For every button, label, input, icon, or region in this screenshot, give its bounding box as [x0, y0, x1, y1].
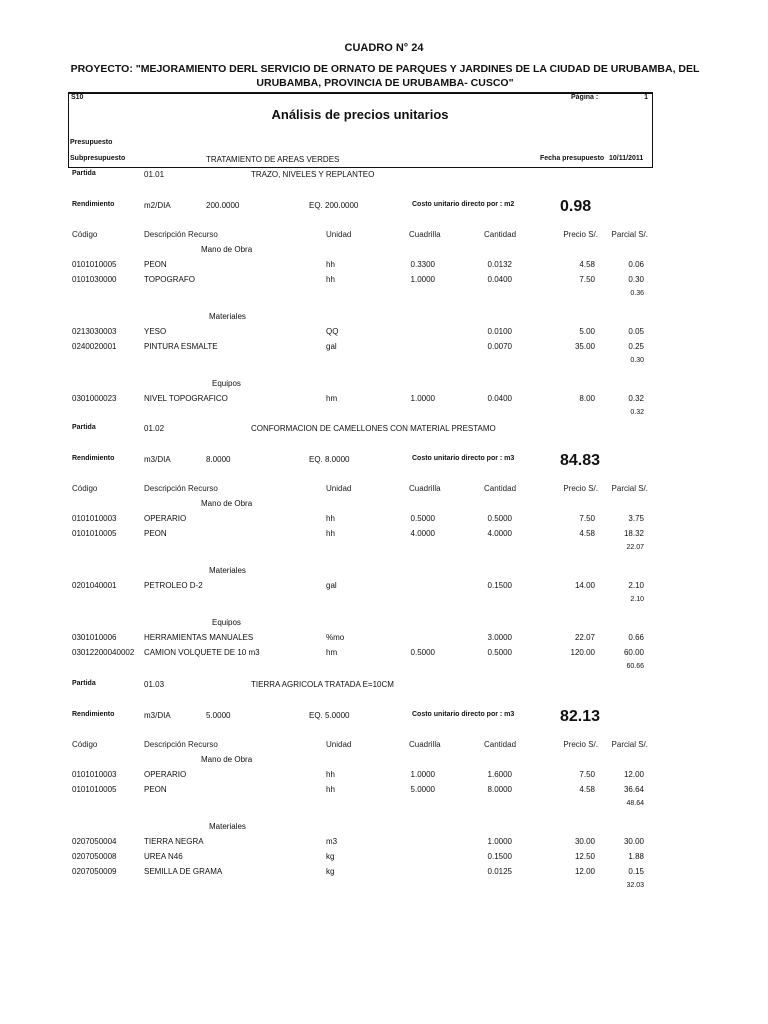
resource-description: HERRAMIENTAS MANUALES — [144, 633, 254, 642]
resource-precio: 7.50 — [579, 514, 595, 523]
partida-name: TIERRA AGRICOLA TRATADA E=10CM — [251, 680, 394, 689]
col-unidad: Unidad — [326, 484, 352, 493]
col-descripcion: Descripción Recurso — [144, 230, 218, 239]
resource-precio: 14.00 — [574, 581, 595, 590]
col-precio: Precio S/. — [563, 230, 598, 239]
resource-cantidad: 0.0132 — [487, 260, 512, 269]
resource-unit: QQ — [326, 327, 339, 336]
resource-parcial: 36.64 — [623, 785, 644, 794]
partida-label: Partida — [72, 170, 96, 177]
resource-precio: 8.00 — [579, 394, 595, 403]
group-title: Materiales — [209, 822, 246, 831]
subpresupuesto-label: Subpresupuesto — [70, 155, 126, 162]
partida-code: 01.03 — [144, 680, 165, 689]
resource-parcial: 0.05 — [628, 327, 644, 336]
s10-label: S10 — [71, 94, 84, 101]
resource-parcial: 60.00 — [623, 648, 644, 657]
resource-description: PINTURA ESMALTE — [144, 342, 218, 351]
col-cantidad: Cantidad — [484, 740, 517, 749]
partida-code: 01.01 — [144, 170, 165, 179]
resource-precio: 30.00 — [574, 837, 595, 846]
resource-unit: hm — [326, 648, 338, 657]
resource-parcial: 18.32 — [623, 529, 644, 538]
resource-description: OPERARIO — [144, 514, 187, 523]
col-parcial: Parcial S/. — [611, 230, 648, 239]
resource-unit: kg — [326, 867, 335, 876]
partida-label: Partida — [72, 424, 96, 431]
group-title: Mano de Obra — [201, 755, 253, 764]
resource-precio: 4.58 — [579, 785, 595, 794]
rendimiento-label: Rendimiento — [72, 455, 115, 462]
resource-parcial: 0.32 — [628, 394, 644, 403]
col-codigo: Código — [72, 230, 98, 239]
resource-code: 0101010003 — [72, 514, 117, 523]
resource-parcial: 0.30 — [628, 275, 644, 284]
resource-cantidad: 3.0000 — [487, 633, 512, 642]
resource-parcial: 0.15 — [628, 867, 644, 876]
col-descripcion: Descripción Recurso — [144, 740, 218, 749]
eq-value: EQ. 200.0000 — [309, 201, 359, 210]
fecha-value: 10/11/2011 — [609, 155, 644, 162]
col-unidad: Unidad — [326, 230, 352, 239]
resource-description: PEON — [144, 785, 167, 794]
resource-parcial: 0.06 — [628, 260, 644, 269]
col-cuadrilla: Cuadrilla — [409, 230, 441, 239]
resource-cuadrilla: 1.0000 — [410, 275, 435, 284]
group-title: Equipos — [212, 618, 241, 627]
resource-cuadrilla: 0.5000 — [410, 514, 435, 523]
costo-unitario-value: 84.83 — [560, 452, 601, 469]
rendimiento-value: 200.0000 — [206, 201, 240, 210]
resource-unit: gal — [326, 581, 337, 590]
eq-value: EQ. 8.0000 — [309, 455, 350, 464]
partida-name: TRAZO, NIVELES Y REPLANTEO — [251, 170, 375, 179]
resource-code: 0101030000 — [72, 275, 117, 284]
resource-parcial: 0.25 — [628, 342, 644, 351]
partida-label: Partida — [72, 680, 96, 687]
resource-unit: m3 — [326, 837, 338, 846]
resource-unit: gal — [326, 342, 337, 351]
resource-description: CAMION VOLQUETE DE 10 m3 — [144, 648, 260, 657]
resource-description: NIVEL TOPOGRAFICO — [144, 394, 228, 403]
resource-unit: hm — [326, 394, 338, 403]
resource-cantidad: 0.0125 — [487, 867, 512, 876]
resource-precio: 4.58 — [579, 529, 595, 538]
resource-precio: 22.07 — [574, 633, 595, 642]
page-number: 1 — [644, 94, 648, 101]
project-title: PROYECTO: "MEJORAMIENTO DERL SERVICIO DE ORNATO DE PARQUES Y JARDINES DE LA CIUDAD DE URUBAMBA, DEL URUBAMBA, PROVINCIA DE URUBAMBA- CUSCO" — [70, 63, 700, 89]
group-title: Materiales — [209, 566, 246, 575]
resource-precio: 12.50 — [574, 852, 595, 861]
report-title: Análisis de precios unitarios — [271, 107, 449, 122]
group-subtotal: 22.07 — [626, 544, 644, 551]
costo-unitario-value: 0.98 — [560, 198, 592, 215]
resource-code: 0101010005 — [72, 529, 117, 538]
resource-code: 0207050004 — [72, 837, 117, 846]
resource-description: PEON — [144, 529, 167, 538]
resource-cantidad: 0.0400 — [487, 394, 512, 403]
resource-cuadrilla: 0.3300 — [410, 260, 435, 269]
costo-unitario-value: 82.13 — [560, 708, 601, 725]
resource-precio: 35.00 — [574, 342, 595, 351]
resource-description: OPERARIO — [144, 770, 187, 779]
resource-code: 0301010006 — [72, 633, 117, 642]
resource-cantidad: 0.0100 — [487, 327, 512, 336]
resource-description: TIERRA NEGRA — [144, 837, 204, 846]
rendimiento-unit: m2/DIA — [144, 201, 171, 210]
col-precio: Precio S/. — [563, 484, 598, 493]
resource-unit: %mo — [326, 633, 345, 642]
group-subtotal: 0.36 — [630, 290, 644, 297]
resource-cuadrilla: 1.0000 — [410, 394, 435, 403]
resource-precio: 5.00 — [579, 327, 595, 336]
rendimiento-unit: m3/DIA — [144, 711, 171, 720]
resource-cuadrilla: 0.5000 — [410, 648, 435, 657]
presupuesto-label: Presupuesto — [70, 139, 113, 146]
col-parcial: Parcial S/. — [611, 484, 648, 493]
resource-cantidad: 0.0400 — [487, 275, 512, 284]
resource-description: UREA N46 — [144, 852, 183, 861]
cuadro-title: CUADRO N° 24 — [344, 42, 424, 54]
resource-precio: 12.00 — [574, 867, 595, 876]
resource-cantidad: 4.0000 — [487, 529, 512, 538]
rendimiento-label: Rendimiento — [72, 711, 115, 718]
col-cuadrilla: Cuadrilla — [409, 484, 441, 493]
resource-precio: 7.50 — [579, 770, 595, 779]
resource-precio: 4.58 — [579, 260, 595, 269]
subpresupuesto-value: TRATAMIENTO DE AREAS VERDES — [206, 155, 340, 164]
resource-parcial: 30.00 — [623, 837, 644, 846]
resource-precio: 120.00 — [570, 648, 595, 657]
resource-cantidad: 1.6000 — [487, 770, 512, 779]
resource-unit: hh — [326, 529, 335, 538]
resource-cantidad: 0.0070 — [487, 342, 512, 351]
costo-unitario-label: Costo unitario directo por : m2 — [412, 201, 515, 208]
resource-unit: hh — [326, 770, 335, 779]
resource-description: PETROLEO D-2 — [144, 581, 203, 590]
resource-precio: 7.50 — [579, 275, 595, 284]
resource-cantidad: 0.1500 — [487, 581, 512, 590]
resource-unit: hh — [326, 275, 335, 284]
resource-description: SEMILLA DE GRAMA — [144, 867, 223, 876]
resource-cantidad: 1.0000 — [487, 837, 512, 846]
costo-unitario-label: Costo unitario directo por : m3 — [412, 455, 515, 462]
group-subtotal: 60.66 — [626, 663, 644, 670]
costo-unitario-label: Costo unitario directo por : m3 — [412, 711, 515, 718]
col-cuadrilla: Cuadrilla — [409, 740, 441, 749]
resource-parcial: 2.10 — [628, 581, 644, 590]
resource-code: 0240020001 — [72, 342, 117, 351]
resource-description: YESO — [144, 327, 167, 336]
page-label: Página : — [571, 94, 599, 101]
resource-code: 0201040001 — [72, 581, 117, 590]
resource-unit: kg — [326, 852, 335, 861]
rendimiento-value: 8.0000 — [206, 455, 231, 464]
resource-parcial: 0.66 — [628, 633, 644, 642]
resource-unit: hh — [326, 514, 335, 523]
partida-name: CONFORMACION DE CAMELLONES CON MATERIAL PRESTAMO — [251, 424, 496, 433]
group-title: Materiales — [209, 312, 246, 321]
col-codigo: Código — [72, 484, 98, 493]
col-unidad: Unidad — [326, 740, 352, 749]
col-cantidad: Cantidad — [484, 230, 517, 239]
col-parcial: Parcial S/. — [611, 740, 648, 749]
resource-cuadrilla: 4.0000 — [410, 529, 435, 538]
group-title: Mano de Obra — [201, 499, 253, 508]
resource-description: PEON — [144, 260, 167, 269]
eq-value: EQ. 5.0000 — [309, 711, 350, 720]
resource-code: 0207050009 — [72, 867, 117, 876]
resource-cantidad: 0.1500 — [487, 852, 512, 861]
partida-code: 01.02 — [144, 424, 165, 433]
col-descripcion: Descripción Recurso — [144, 484, 218, 493]
col-precio: Precio S/. — [563, 740, 598, 749]
group-subtotal: 32.03 — [626, 882, 644, 889]
resource-cuadrilla: 5.0000 — [410, 785, 435, 794]
resource-code: 0101010005 — [72, 785, 117, 794]
rendimiento-unit: m3/DIA — [144, 455, 171, 464]
group-subtotal: 2.10 — [630, 596, 644, 603]
group-subtotal: 0.32 — [630, 409, 644, 416]
group-subtotal: 48.64 — [626, 800, 644, 807]
resource-parcial: 3.75 — [628, 514, 644, 523]
group-title: Mano de Obra — [201, 245, 253, 254]
resource-unit: hh — [326, 260, 335, 269]
resource-code: 0301000023 — [72, 394, 117, 403]
resource-code: 0101010005 — [72, 260, 117, 269]
resource-unit: hh — [326, 785, 335, 794]
resource-parcial: 12.00 — [623, 770, 644, 779]
group-subtotal: 0.30 — [630, 357, 644, 364]
fecha-label: Fecha presupuesto — [540, 155, 605, 162]
resource-cantidad: 8.0000 — [487, 785, 512, 794]
col-cantidad: Cantidad — [484, 484, 517, 493]
rendimiento-value: 5.0000 — [206, 711, 231, 720]
resource-code: 0207050008 — [72, 852, 117, 861]
group-title: Equipos — [212, 379, 241, 388]
resource-cantidad: 0.5000 — [487, 648, 512, 657]
resource-cantidad: 0.5000 — [487, 514, 512, 523]
col-codigo: Código — [72, 740, 98, 749]
resource-description: TOPOGRAFO — [144, 275, 195, 284]
resource-parcial: 1.88 — [628, 852, 644, 861]
resource-code: 0213030003 — [72, 327, 117, 336]
rendimiento-label: Rendimiento — [72, 201, 115, 208]
resource-code: 0101010003 — [72, 770, 117, 779]
resource-code: 03012200040002 — [72, 648, 135, 657]
resource-cuadrilla: 1.0000 — [410, 770, 435, 779]
